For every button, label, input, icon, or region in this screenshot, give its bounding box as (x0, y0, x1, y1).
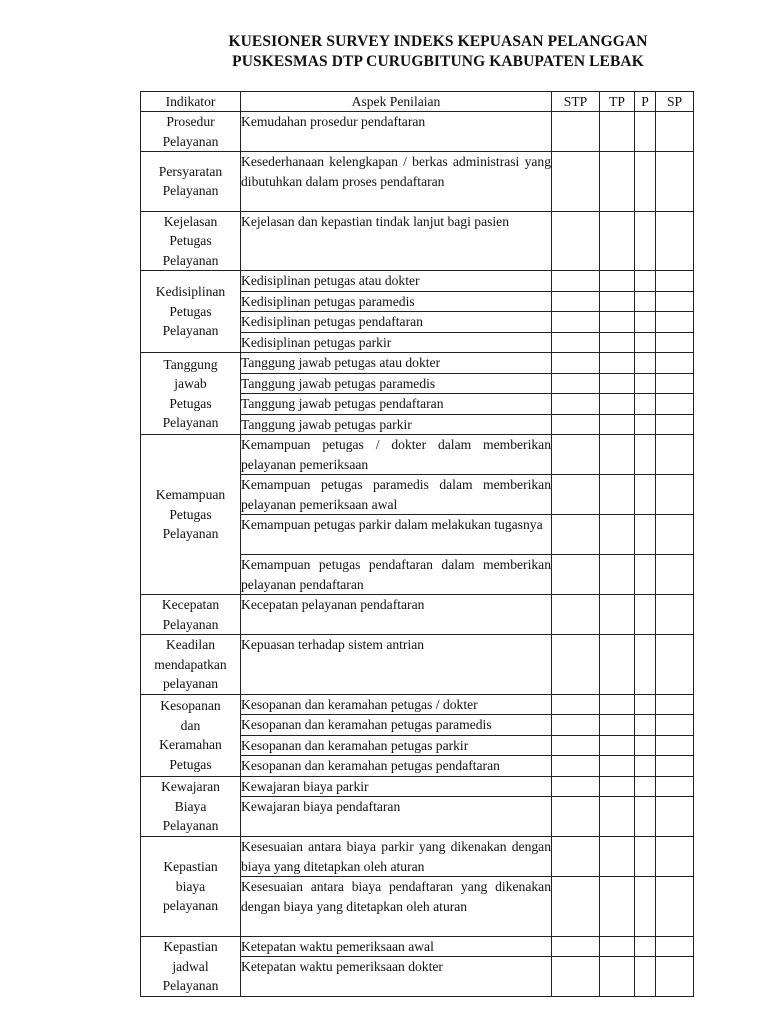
indikator-text-line: Pelayanan (162, 183, 219, 199)
rating-cell-tp[interactable] (600, 595, 635, 635)
table-row (141, 152, 694, 212)
rating-cell-sp[interactable] (656, 332, 694, 353)
indikator-text-line: Keramahan (159, 737, 222, 752)
rating-cell-sp[interactable] (656, 291, 694, 312)
aspek-text: Kecepatan pelayanan pendaftaran (241, 597, 425, 612)
rating-cell-tp[interactable] (600, 435, 635, 475)
rating-cell-sp[interactable] (656, 515, 694, 555)
document-title-line1: KUESIONER SURVEY INDEKS KEPUASAN PELANGGAN (228, 33, 648, 50)
aspek-text: Tanggung jawab petugas parkir (241, 416, 412, 432)
aspek-cell (241, 837, 552, 877)
rating-cell-p[interactable] (635, 877, 656, 937)
indikator-text-line: Keadilan (165, 637, 216, 652)
aspek-text: Kemampuan petugas parkir dalam melakukan tugasnya (241, 517, 543, 532)
rating-cell-p[interactable] (635, 353, 656, 374)
rating-cell-stp[interactable] (552, 112, 600, 152)
rating-cell-sp[interactable] (656, 635, 694, 695)
indikator-text-line: Petugas (169, 756, 212, 772)
rating-cell-tp[interactable] (600, 715, 635, 736)
table-row (141, 435, 694, 475)
rating-cell-sp[interactable] (656, 435, 694, 475)
rating-cell-sp[interactable] (656, 936, 694, 957)
indikator-text-line: mendapatkan (154, 656, 227, 672)
rating-cell-stp[interactable] (552, 756, 600, 777)
rating-cell-p[interactable] (635, 312, 656, 333)
rating-cell-stp[interactable] (552, 414, 600, 435)
aspek-cell (241, 776, 552, 797)
indikator-text-line: Pelayanan (162, 616, 219, 632)
indikator-cell (141, 435, 241, 595)
aspek-text: Kedisiplinan petugas pendaftaran (241, 314, 423, 329)
rating-cell-stp[interactable] (552, 312, 600, 333)
rating-cell-p[interactable] (635, 555, 656, 595)
rating-cell-stp[interactable] (552, 936, 600, 957)
indikator-text-line: Persyaratan (158, 163, 223, 179)
indikator-text-line: pelayanan (162, 676, 219, 691)
rating-cell-sp[interactable] (656, 112, 694, 152)
rating-cell-stp[interactable] (552, 435, 600, 475)
rating-cell-tp[interactable] (600, 112, 635, 152)
rating-cell-p[interactable] (635, 936, 656, 957)
rating-cell-sp[interactable] (656, 715, 694, 736)
rating-cell-sp[interactable] (656, 312, 694, 333)
aspek-cell (241, 435, 552, 475)
aspek-text: Kemudahan prosedur pendaftaran (241, 114, 426, 129)
rating-cell-stp[interactable] (552, 515, 600, 555)
aspek-cell (241, 555, 552, 595)
rating-cell-stp[interactable] (552, 735, 600, 756)
rating-cell-p[interactable] (635, 797, 656, 837)
rating-cell-sp[interactable] (656, 555, 694, 595)
rating-cell-tp[interactable] (600, 373, 635, 394)
aspek-cell (241, 312, 552, 333)
rating-cell-tp[interactable] (600, 211, 635, 271)
aspek-text: Kewajaran biaya pendaftaran (241, 799, 401, 814)
aspek-cell (241, 936, 552, 957)
table-row (141, 271, 694, 292)
rating-cell-tp[interactable] (600, 271, 635, 292)
rating-cell-p[interactable] (635, 435, 656, 475)
indikator-text-line: Pelayanan (162, 415, 219, 430)
indikator-text-line: Pelayanan (162, 323, 219, 339)
indikator-cell (141, 936, 241, 997)
aspek-text: Kesesuaian antara biaya parkir yang dikenakan dengan biaya yang ditetapkan oleh aturan (241, 839, 551, 874)
rating-cell-sp[interactable] (656, 414, 694, 435)
rating-cell-p[interactable] (635, 776, 656, 797)
indikator-text-line: jadwal (172, 958, 209, 974)
rating-cell-tp[interactable] (600, 312, 635, 333)
indikator-text-line: Kesopanan (160, 698, 221, 713)
aspek-text: Kemampuan petugas paramedis dalam memberikan pelayanan pemeriksaan awal (241, 477, 551, 512)
rating-cell-sp[interactable] (656, 877, 694, 937)
aspek-text: Kewajaran biaya parkir (241, 778, 369, 794)
rating-cell-sp[interactable] (656, 394, 694, 415)
indikator-text-line: Biaya (174, 798, 207, 814)
rating-cell-sp[interactable] (656, 694, 694, 715)
indikator-text-line: Petugas (169, 303, 212, 319)
rating-cell-sp[interactable] (656, 837, 694, 877)
rating-cell-sp[interactable] (656, 475, 694, 515)
aspek-text: Kejelasan dan kepastian tindak lanjut bagi pasien (241, 213, 510, 229)
rating-cell-stp[interactable] (552, 797, 600, 837)
aspek-cell (241, 877, 552, 937)
rating-cell-sp[interactable] (656, 735, 694, 756)
rating-cell-tp[interactable] (600, 475, 635, 515)
indikator-cell (141, 353, 241, 435)
rating-cell-sp[interactable] (656, 957, 694, 997)
rating-cell-p[interactable] (635, 837, 656, 877)
aspek-cell (241, 475, 552, 515)
rating-cell-sp[interactable] (656, 373, 694, 394)
indikator-text-line: dan (180, 717, 201, 733)
aspek-cell (241, 373, 552, 394)
col-header-sp: SP (656, 92, 694, 112)
aspek-text: Kesopanan dan keramahan petugas pendaftaran (241, 758, 500, 773)
table-row (141, 936, 694, 957)
aspek-text: Ketepatan waktu pemeriksaan dokter (241, 959, 443, 974)
col-header-tp: TP (600, 92, 635, 112)
indikator-cell (141, 776, 241, 837)
indikator-text-line: Pelayanan (162, 133, 219, 149)
rating-cell-tp[interactable] (600, 353, 635, 374)
rating-cell-p[interactable] (635, 112, 656, 152)
aspek-text: Kesopanan dan keramahan petugas / dokter (241, 696, 478, 712)
rating-cell-stp[interactable] (552, 595, 600, 635)
rating-cell-p[interactable] (635, 735, 656, 756)
rating-cell-stp[interactable] (552, 373, 600, 394)
aspek-cell (241, 332, 552, 353)
aspek-cell (241, 112, 552, 152)
aspek-cell (241, 515, 552, 555)
rating-cell-sp[interactable] (656, 756, 694, 777)
rating-cell-p[interactable] (635, 394, 656, 415)
rating-cell-sp[interactable] (656, 271, 694, 292)
rating-cell-tp[interactable] (600, 635, 635, 695)
rating-cell-stp[interactable] (552, 555, 600, 595)
aspek-cell (241, 735, 552, 756)
table-row (141, 211, 694, 271)
indikator-cell (141, 837, 241, 937)
indikator-text-line: Pelayanan (162, 526, 219, 542)
table-row (141, 353, 694, 374)
rating-cell-tp[interactable] (600, 694, 635, 715)
aspek-cell (241, 152, 552, 212)
indikator-cell (141, 152, 241, 212)
aspek-cell (241, 797, 552, 837)
aspek-text: Kesopanan dan keramahan petugas paramedis (241, 717, 492, 732)
table-row (141, 776, 694, 797)
aspek-cell (241, 595, 552, 635)
indikator-cell (141, 211, 241, 271)
rating-cell-tp[interactable] (600, 414, 635, 435)
col-header-aspek: Aspek Penilaian (241, 92, 552, 112)
aspek-text: Tanggung jawab petugas pendaftaran (241, 396, 444, 411)
rating-cell-tp[interactable] (600, 877, 635, 937)
aspek-text: Kedisiplinan petugas atau dokter (241, 273, 420, 288)
rating-cell-p[interactable] (635, 271, 656, 292)
rating-cell-stp[interactable] (552, 776, 600, 797)
rating-cell-tp[interactable] (600, 291, 635, 312)
rating-cell-tp[interactable] (600, 837, 635, 877)
aspek-text: Ketepatan waktu pemeriksaan awal (241, 938, 434, 954)
rating-cell-tp[interactable] (600, 776, 635, 797)
indikator-text-line: Prosedur (166, 114, 215, 129)
rating-cell-p[interactable] (635, 414, 656, 435)
aspek-cell (241, 271, 552, 292)
indikator-cell (141, 635, 241, 695)
indikator-text-line: Pelayanan (162, 978, 219, 993)
rating-cell-p[interactable] (635, 595, 656, 635)
indikator-text-line: Kepastian (163, 859, 218, 874)
aspek-text: Kedisiplinan petugas parkir (241, 334, 392, 350)
rating-cell-sp[interactable] (656, 211, 694, 271)
aspek-cell (241, 414, 552, 435)
aspek-text: Kesopanan dan keramahan petugas parkir (241, 737, 469, 753)
rating-cell-sp[interactable] (656, 797, 694, 837)
rating-cell-tp[interactable] (600, 152, 635, 212)
rating-cell-stp[interactable] (552, 635, 600, 695)
rating-cell-stp[interactable] (552, 353, 600, 374)
indikator-text-line: Pelayanan (162, 252, 219, 268)
indikator-cell (141, 595, 241, 635)
rating-cell-stp[interactable] (552, 332, 600, 353)
rating-cell-p[interactable] (635, 635, 656, 695)
rating-cell-p[interactable] (635, 373, 656, 394)
table-row (141, 694, 694, 715)
rating-cell-tp[interactable] (600, 756, 635, 777)
aspek-text: Tanggung jawab petugas paramedis (241, 375, 436, 391)
aspek-text: Kemampuan petugas / dokter dalam memberikan pelayanan pemeriksaan (241, 437, 551, 472)
indikator-text-line: jawab (174, 376, 207, 391)
rating-cell-p[interactable] (635, 152, 656, 212)
rating-cell-stp[interactable] (552, 957, 600, 997)
rating-cell-tp[interactable] (600, 797, 635, 837)
indikator-cell (141, 271, 241, 353)
rating-cell-sp[interactable] (656, 595, 694, 635)
aspek-text: Kemampuan petugas pendaftaran dalam memberikan pelayanan pendaftaran (241, 557, 551, 592)
rating-cell-sp[interactable] (656, 152, 694, 212)
indikator-cell (141, 694, 241, 776)
survey-table (140, 91, 694, 997)
rating-cell-sp[interactable] (656, 776, 694, 797)
rating-cell-p[interactable] (635, 694, 656, 715)
rating-cell-p[interactable] (635, 957, 656, 997)
survey-body (141, 112, 694, 997)
rating-cell-p[interactable] (635, 756, 656, 777)
indikator-text-line: Kejelasan (163, 213, 218, 229)
aspek-text: Tanggung jawab petugas atau dokter (241, 355, 441, 370)
rating-cell-stp[interactable] (552, 715, 600, 736)
indikator-cell (141, 112, 241, 152)
table-row (141, 837, 694, 877)
rating-cell-tp[interactable] (600, 332, 635, 353)
indikator-text-line: Petugas (169, 506, 212, 522)
aspek-cell (241, 353, 552, 374)
indikator-text-line: Kecepatan (161, 597, 220, 612)
table-row (141, 595, 694, 635)
aspek-cell (241, 957, 552, 997)
col-header-indikator: Indikator (141, 92, 241, 112)
indikator-text-line: Pelayanan (162, 818, 219, 833)
rating-cell-p[interactable] (635, 475, 656, 515)
rating-cell-p[interactable] (635, 715, 656, 736)
aspek-cell (241, 635, 552, 695)
rating-cell-stp[interactable] (552, 211, 600, 271)
rating-cell-tp[interactable] (600, 735, 635, 756)
indikator-text-line: Kedisiplinan (155, 284, 226, 300)
document-title-line2: PUSKESMAS DTP CURUGBITUNG KABUPATEN LEBAK (232, 53, 644, 70)
aspek-text: Kesesuaian antara biaya pendaftaran yang dikenakan dengan biaya yang ditetapkan oleh aturan (241, 879, 551, 914)
indikator-text-line: Petugas (169, 395, 212, 411)
rating-cell-stp[interactable] (552, 877, 600, 937)
rating-cell-p[interactable] (635, 211, 656, 271)
header-row (141, 92, 694, 112)
rating-cell-p[interactable] (635, 515, 656, 555)
rating-cell-stp[interactable] (552, 694, 600, 715)
indikator-text-line: Tanggung (163, 356, 218, 372)
rating-cell-stp[interactable] (552, 291, 600, 312)
indikator-text-line: Kemampuan (155, 487, 226, 503)
rating-cell-p[interactable] (635, 332, 656, 353)
indikator-text-line: biaya (175, 878, 206, 894)
rating-cell-stp[interactable] (552, 394, 600, 415)
aspek-cell (241, 756, 552, 777)
rating-cell-tp[interactable] (600, 555, 635, 595)
indikator-text-line: pelayanan (162, 898, 219, 913)
rating-cell-p[interactable] (635, 291, 656, 312)
aspek-cell (241, 694, 552, 715)
rating-cell-sp[interactable] (656, 353, 694, 374)
table-row (141, 112, 694, 152)
aspek-cell (241, 211, 552, 271)
indikator-text-line: Kepastian (163, 939, 218, 954)
aspek-text: Kesederhanaan kelengkapan / berkas administrasi yang dibutuhkan dalam proses pendaftaran (241, 154, 551, 189)
rating-cell-stp[interactable] (552, 475, 600, 515)
table-row (141, 635, 694, 695)
rating-cell-stp[interactable] (552, 271, 600, 292)
rating-cell-tp[interactable] (600, 957, 635, 997)
col-header-p: P (635, 92, 656, 112)
rating-cell-stp[interactable] (552, 152, 600, 212)
indikator-text-line: Kewajaran (161, 779, 220, 794)
col-header-stp: STP (552, 92, 600, 112)
rating-cell-tp[interactable] (600, 936, 635, 957)
rating-cell-stp[interactable] (552, 837, 600, 877)
aspek-cell (241, 394, 552, 415)
aspek-cell (241, 715, 552, 736)
aspek-text: Kepuasan terhadap sistem antrian (241, 637, 425, 652)
rating-cell-tp[interactable] (600, 394, 635, 415)
aspek-cell (241, 291, 552, 312)
aspek-text: Kedisiplinan petugas paramedis (241, 293, 415, 309)
rating-cell-tp[interactable] (600, 515, 635, 555)
indikator-text-line: Petugas (169, 233, 212, 248)
